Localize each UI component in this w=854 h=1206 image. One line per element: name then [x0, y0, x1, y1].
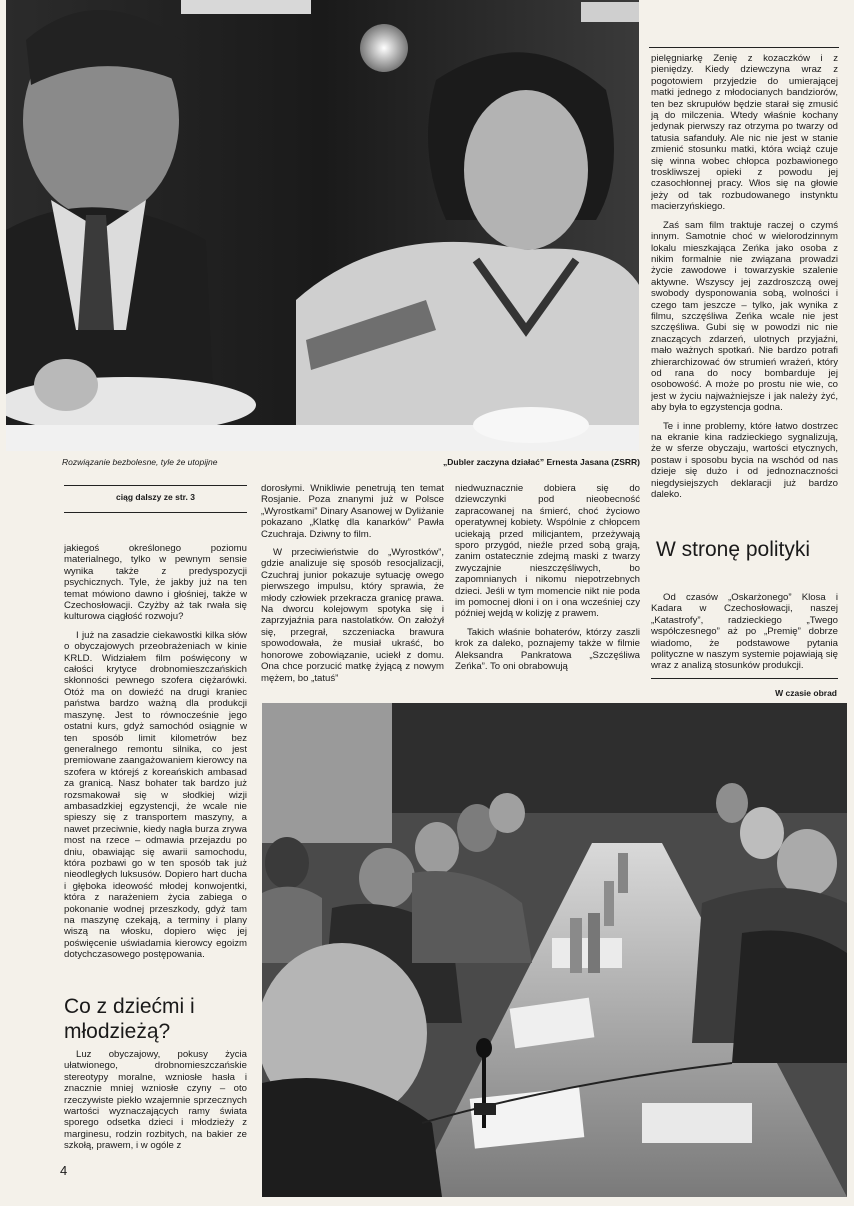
paragraph: niedwuznacznie dobiera się do dziewczynki pod nieobecność zapracowanej na śmierć, choć życiowo operatywnej kobiety. Wspólnie z chłopcem uciekają przed milicjantem, przeżywają sporo przygód, nieźle przed sobą grają, zanim ostatecznie zdejmą maski z twarzy zwyczajnie nieszczęśliwych, bo zapomnianych i nikomu niepotrzebnych dzieci. Jeśli w tym momencie nikt nie poda im pomocnej dłoni i on i ona wcześniej czy później wejdą w kolizję z prawem.	[455, 483, 640, 620]
page-number: 4	[60, 1163, 68, 1178]
paragraph: Te i inne problemy, które łatwo dostrzec na ekranie kina radzieckiego sygnalizują, że w sferze obyczaju, wartości etycznych, postaw i sposobu bycia na wschód od nas dzieje się dużo i od jednoznaczności niegdysiejszych deklaracji już bardzo daleko.	[651, 420, 838, 501]
column-rule	[64, 485, 247, 486]
column-rule	[651, 678, 838, 679]
column-rule	[649, 47, 839, 48]
section-heading-children: Co z dziećmi i młodzieżą?	[64, 995, 195, 1043]
paragraph: Zaś sam film traktuje raczej o czymś innym. Samotnie choć w wielorodzinnym lokalu mieszkająca Zeńka jako osoba z nikim formalnie nie związana prowadzi życie zawodowe i towarzyskie szalenie aktywne. Wszyscy jej zazdroszczą owej swobody dysponowania sobą, wolności i czego tam jeszcze – tylko, jak wynika z filmu, szczęśliwa Zeńka wcale nie jest szczęśliwa. Gubi się w powodzi nic nie znaczących zdarzeń, ulotnych przyjaźni, mało ważnych spotkań. Nie bardzo potrafi zhierarchizować ów strumień wrażeń, który od rana do nocy bombarduje jej osobowość. A może po prostu nie wie, co jest w życiu najważniejsze i jak należy żyć, aby była to egzystencja godna.	[651, 219, 838, 414]
paragraph: dorosłymi. Wnikliwie penetrują ten temat Rosjanie. Poza znanymi już w Polsce „Wyrostkami” Dinary Asanowej w Dyliżanie pokazano „Klatkę dla kanarków” Pawła Czuchraja. Dziwny to film.	[261, 483, 444, 540]
paragraph: Luz obyczajowy, pokusy życia ułatwionego, drobnomieszczańskie stereotypy moralne, wzniosłe hasła i znacznie mniej wzniosłe czyny – oto rzeczywiste piekło wzajemnie sprzecznych wartości wyznaczających ramy świata sporego odsetka dzieci i młodzieży z marginesu, rodzin rozbitych, na bakier ze szkołą, prawem, i w ogóle z	[64, 1049, 247, 1152]
paragraph: Od czasów „Oskarżonego” Klosa i Kadara w Czechosłowacji, naszej „Katastrofy”, radzieckiego „Twego współczesnego” aż po „Premię” dobrze wiadomo, że podstawowe pytania polityczne w naszym systemie pojawiają się wraz z analizą stosunków produkcji.	[651, 592, 838, 672]
column-rule	[64, 512, 247, 513]
paragraph: I już na zasadzie ciekawostki kilka słów o obyczajowych przeobrażeniach w kinie KRLD. Widziałem film poświęcony w całości krytyce drobnomieszczańskich skłonności pewnego szofera ciężarówki. Otóż ma on dowieźć na drugi kraniec państwa bardzo ważną dla produkcji maszynę. Jest to równocześnie jego ostatni kurs, gdyż samochód osiągnie w ten sposób limit kilometrów bez generalnego remontu silnika, co jest premiowane zaangażowaniem kierowcy na szofera w którejś z koreańskich ambasad za granicą. Nasz bohater tak bardzo już rozsmakował się w słodkiej wizji ambasadzkiej egzystencji, że wcale nie spieszy się z transportem maszyny, a nawet przeciwnie, kiedy nagła burza zrywa most na rzece – odmawia przejazdu po dniu, obawiając się awarii samochodu, która pozbawi go w ten sposób tak już nieodległych luksusów. Dopiero hart ducha i głęboka ideowość młodej konwojentki, która z narażeniem życia zabiega o pokonanie wodnej przeszkody, gdyż tam na maszynę czekają, a terminy i plany wiszą na włosku, dopiero więc jej poświęcenie uświadamia kierowcy egoizm dotychczasowego postępowania.	[64, 629, 247, 961]
article-column-right-top	[651, 53, 838, 529]
film-still-photo	[6, 0, 639, 451]
photo-caption-right: W czasie obrad	[775, 688, 837, 698]
section-heading-politics: W stronę polityki	[656, 538, 811, 561]
photo-caption-center: „Dubler zaczyna działać” Ernesta Jasana (ZSRR)	[443, 457, 640, 467]
paragraph: W przeciwieństwie do „Wyrostków”, gdzie analizuje się sposób resocjalizacji, Czuchraj junior pokazuje sytuację owego pierwszego impulsu, który sprawia, że młody człowiek przekracza granicę prawa. Na dworcu kolejowym spotyka się i zaprzyjaźnia para nastolatków. On założył się, przegrał, szczeniacka brawura spowodowała, że musiał ukraść, bo honorowe zobowiązanie, uciekł z domu. Ona chce porzucić matkę żyjącą z nowym mężem, bo „tatuś”	[261, 547, 444, 684]
paragraph: Takich właśnie bohaterów, którzy zaszli krok za daleko, poznajemy także w filmie Aleksandra Pankratowa „Szczęśliwa Zeńka”. To oni obrabowują	[455, 626, 640, 673]
photo-caption-left: Rozwiązanie bezbolesne, tyle że utopijne	[62, 457, 218, 467]
article-column-left-children	[64, 1049, 247, 1154]
paragraph: pielęgniarkę Zenię z kozaczków i z pieniędzy. Kiedy dziewczyna wraz z pogotowiem przyjedzie do umierającej matki jednego z młodocianych bandziorów, ten bez skrupułów będzie starał się zmusić ją do milczenia. Wtedy właśnie kochany jedynak pierwszy raz otrzyma po twarzy od tatusia safanduły. Ale nic nie jest w stanie zmienić stosunku matki, która wciąż czuje się winna wobec chłopca pozbawionego troskliwszej opieki z powodu jej czasochłonnej pracy. Włos się na głowie jeży od tak rozbudowanego instynktu macierzyńskiego.	[651, 53, 838, 213]
article-column-left	[64, 543, 247, 981]
meeting-photo	[262, 703, 847, 1197]
paragraph: jakiegoś określonego poziomu materialnego, tylko w pewnym sensie wynika także z predyspozycji psychicznych. Tyle, że jakby już na ten temat mówiono dawno i głośniej, także w Czechosłowacji. Czyżby aż tak rwała się kulturowa ciągłość rozwoju?	[64, 543, 247, 623]
article-column-middle-right	[455, 483, 640, 699]
continuation-note: ciąg dalszy ze str. 3	[116, 492, 195, 502]
article-column-middle	[261, 483, 444, 699]
article-column-right-politics	[651, 592, 838, 672]
